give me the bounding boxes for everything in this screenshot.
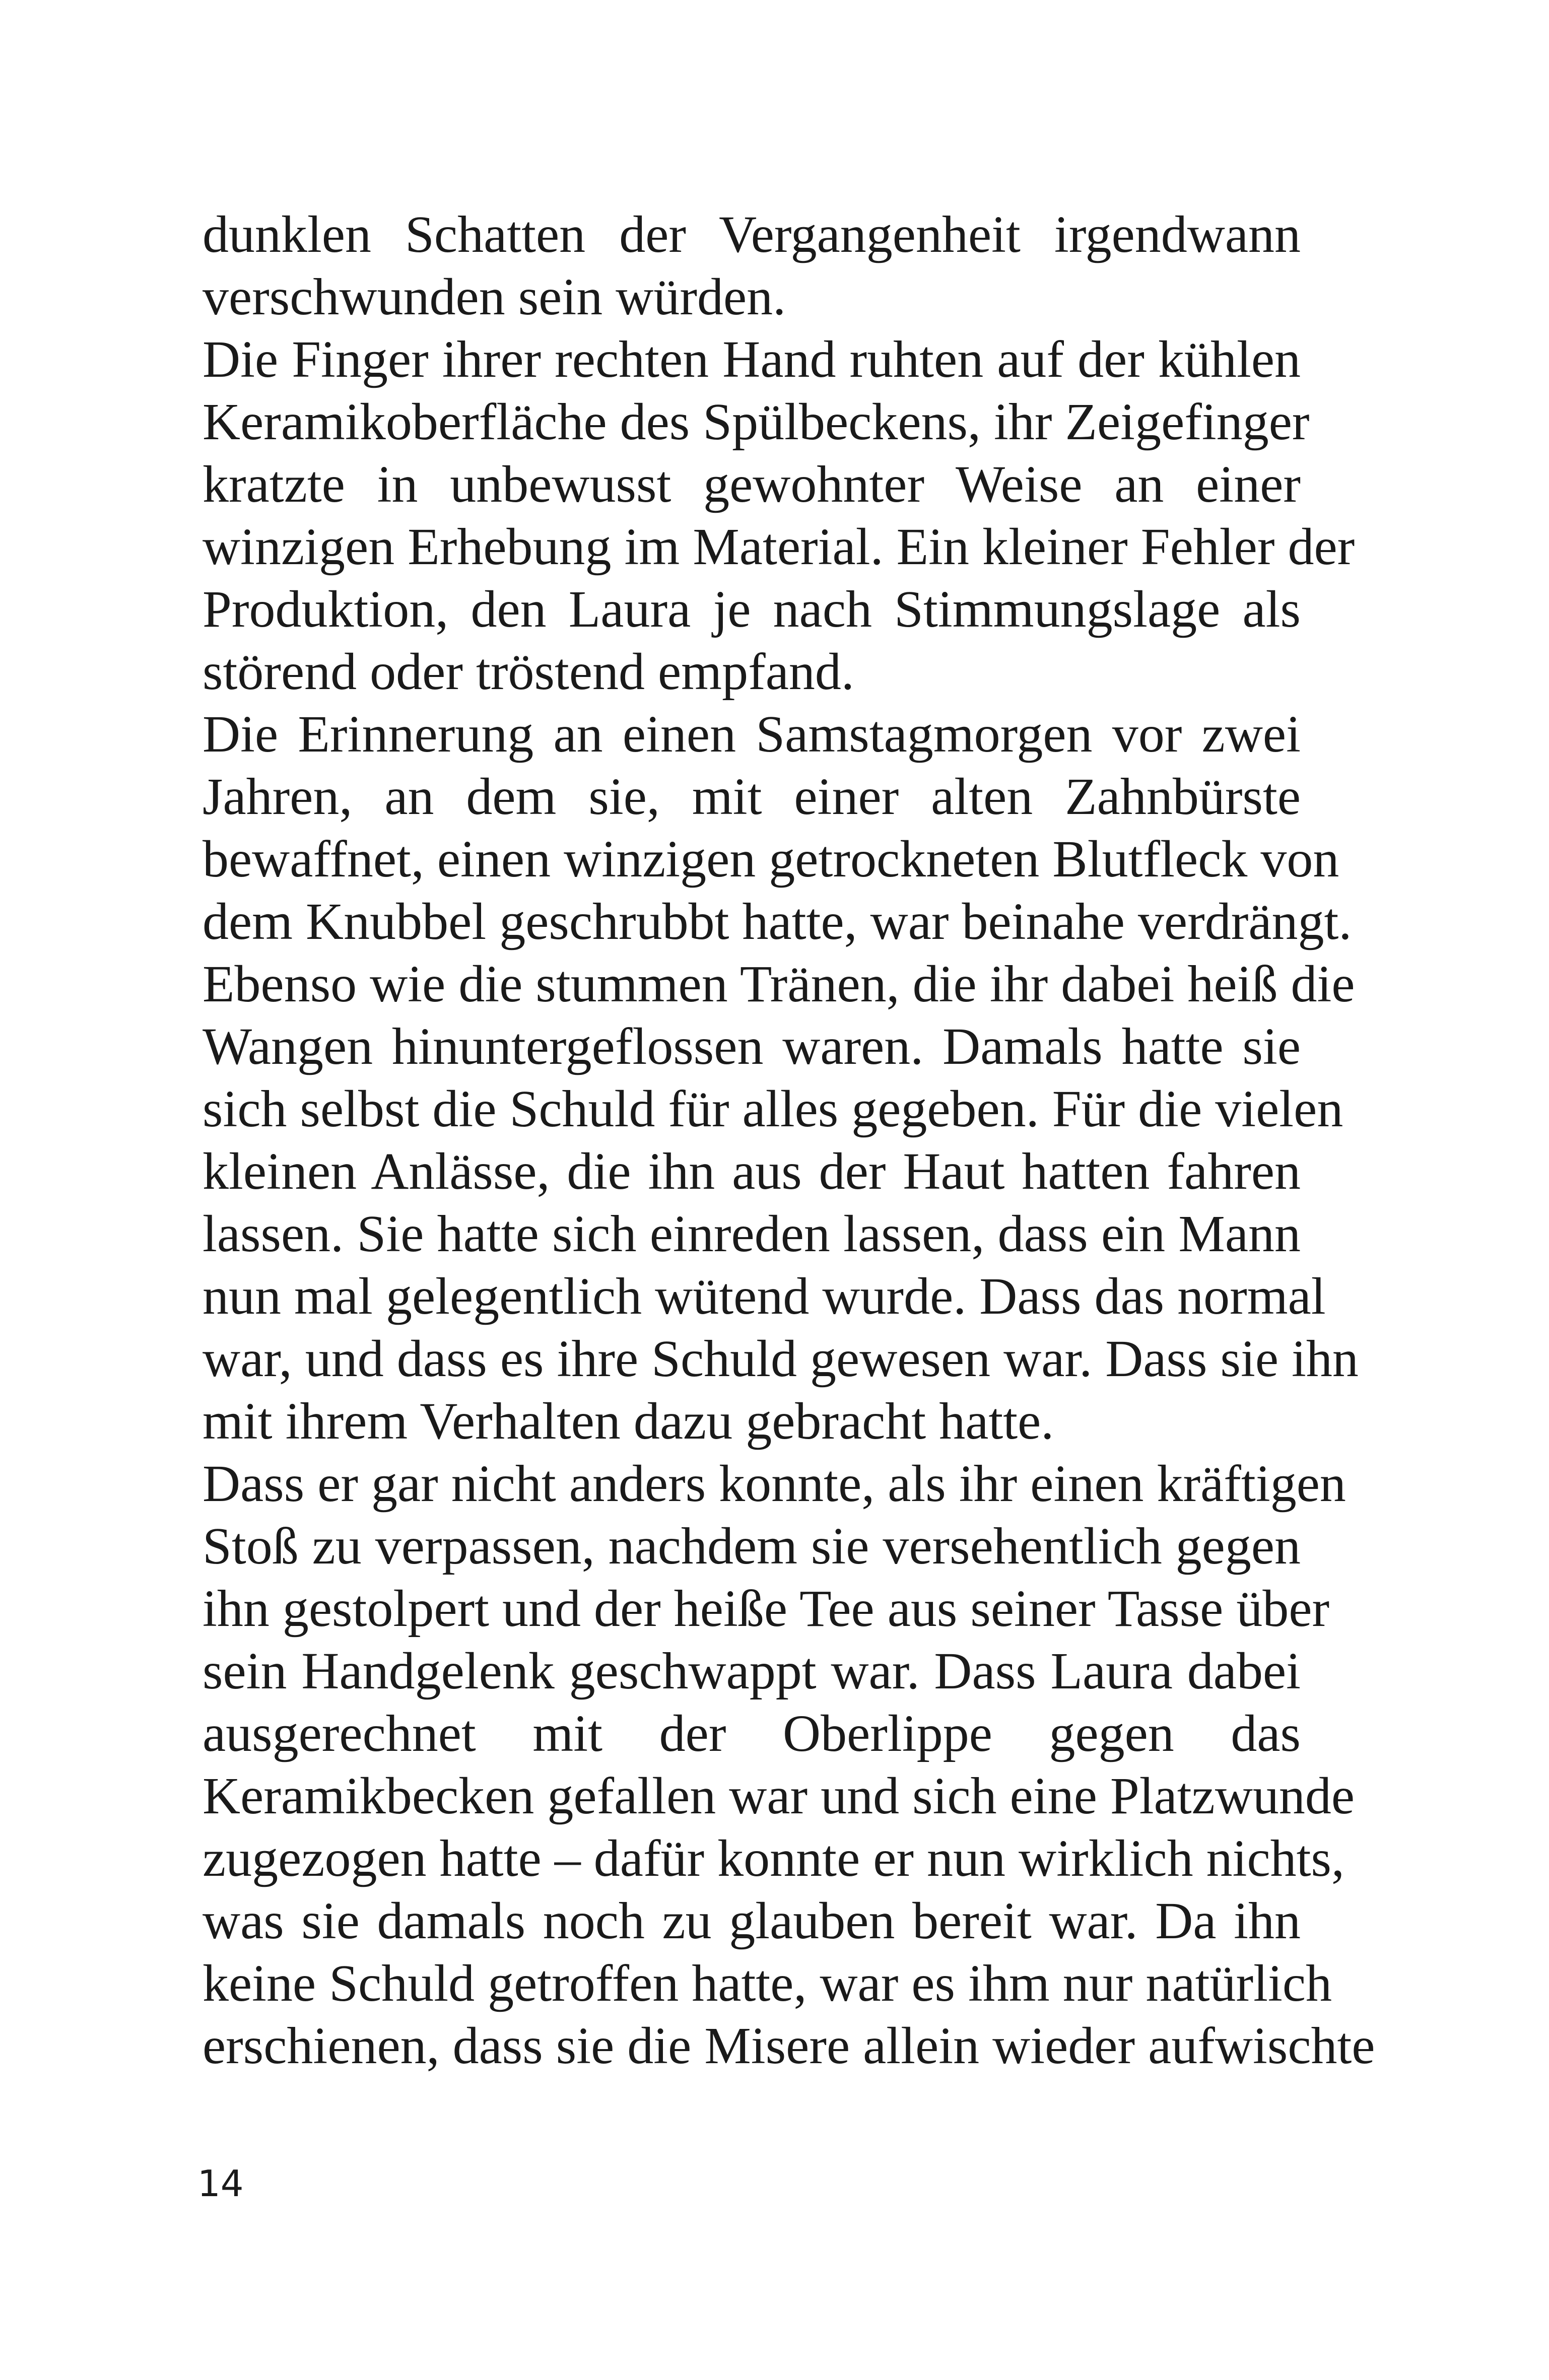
text-line: dem Knubbel geschrubbt hatte, war beinahe verdrängt. (203, 893, 1352, 950)
text-line: Ebenso wie die stummen Tränen, die ihr dabei heiß die (203, 955, 1355, 1013)
body-text (203, 203, 1375, 2077)
text-line: nun mal gelegentlich wütend wurde. Dass das normal (203, 1267, 1326, 1325)
text-line: winzigen Erhebung im Material. Ein kleiner Fehler der (203, 518, 1355, 576)
text-line: kleinen Anlässe, die ihn aus der Haut hatten fahren (203, 1142, 1301, 1200)
text-line: lassen. Sie hatte sich einreden lassen, dass ein Mann (203, 1205, 1301, 1263)
text-line: sich selbst die Schuld für alles gegeben. Für die vielen (203, 1080, 1343, 1138)
text-line: zugezogen hatte – dafür konnte er nun wirklich nichts, (203, 1829, 1345, 1887)
text-line: störend oder tröstend empfand. (203, 643, 854, 701)
text-line: kratzte in unbewusst gewohnter Weise an einer (203, 455, 1301, 513)
text-line: Die Finger ihrer rechten Hand ruhten auf der kühlen (203, 330, 1301, 388)
text-line: Wangen hinuntergeflossen waren. Damals hatte sie (203, 1017, 1301, 1075)
paragraph (203, 1453, 1375, 2077)
text-line: verschwunden sein würden. (203, 268, 786, 326)
text-line: Dass er gar nicht anders konnte, als ihr einen kräftigen (203, 1455, 1346, 1513)
text-line: keine Schuld getroffen hatte, war es ihm nur natürlich (203, 1954, 1332, 2012)
text-line: Produktion, den Laura je nach Stimmungslage als (203, 580, 1301, 638)
text-line: Keramikbecken gefallen war und sich eine Platzwunde (203, 1767, 1355, 1825)
page-number: 14 (197, 2162, 244, 2205)
text-line: Keramikoberfläche des Spülbeckens, ihr Zeigefinger (203, 393, 1310, 451)
paragraph (203, 328, 1355, 703)
paragraph (203, 203, 1301, 328)
text-line: mit ihrem Verhalten dazu gebracht hatte. (203, 1392, 1054, 1450)
text-line: Jahren, an dem sie, mit einer alten Zahnbürste (203, 768, 1301, 826)
text-line: dunklen Schatten der Vergangenheit irgendwann (203, 206, 1301, 263)
text-line: was sie damals noch zu glauben bereit war. Da ihn (203, 1892, 1301, 1950)
text-line: sein Handgelenk geschwappt war. Dass Laura dabei (203, 1642, 1301, 1700)
text-line: bewaffnet, einen winzigen getrockneten Blutfleck von (203, 830, 1339, 888)
text-line: Stoß zu verpassen, nachdem sie versehentlich gegen (203, 1517, 1301, 1575)
text-line: erschienen, dass sie die Misere allein wieder aufwischte (203, 2017, 1375, 2075)
paragraph (203, 703, 1359, 1453)
text-line: ihn gestolpert und der heiße Tee aus seiner Tasse über (203, 1580, 1330, 1638)
text-line: ausgerechnet mit der Oberlippe gegen das (203, 1705, 1301, 1762)
text-line: Die Erinnerung an einen Samstagmorgen vor zwei (203, 705, 1301, 763)
text-line: war, und dass es ihre Schuld gewesen war. Dass sie ihn (203, 1330, 1359, 1388)
